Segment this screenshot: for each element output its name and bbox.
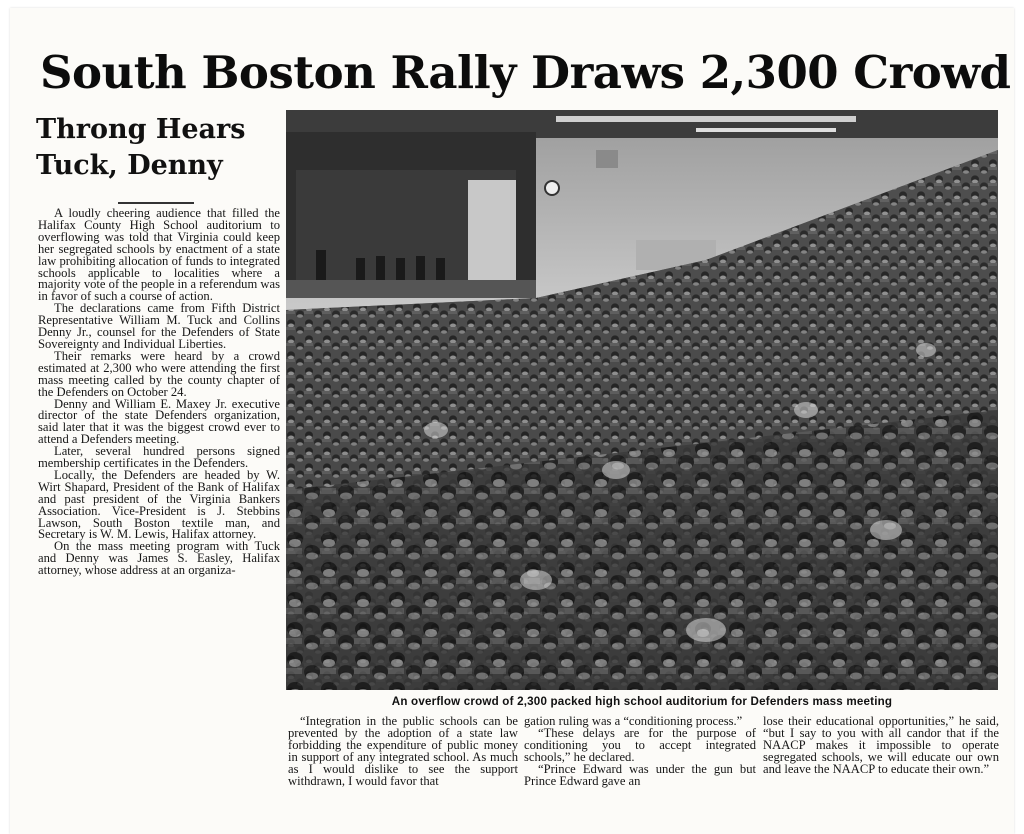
paragraph: Locally, the Defenders are headed by W. Wirt Shapard, President of the Bank of Halifax and past president of the Virginia Bankers Association. Vice-President is J. Stebbins Lawson, South Boston textile man, and Secretary is W. M. Lewis, Halifax attorney. [38,467,280,542]
crowd-photo-icon [286,110,998,690]
article-column-4 [763,716,999,832]
paragraph: “These delays are for the purpose of conditioning you to accept integrated schools,” he declared. [524,725,756,764]
article-column-3 [524,716,756,832]
article-column-1 [38,208,280,828]
subhead-divider [118,202,194,204]
subhead-line-2: Tuck, Denny [36,150,223,181]
paragraph: Their remarks were heard by a crowd estimated at 2,300 who were attending the first mass meeting called by the county chapter of the Defenders on October 24. [38,348,280,399]
paragraph: “Prince Edward was under the gun but Prince Edward gave an [524,761,756,788]
headline: South Boston Rally Draws 2,300 Crowd [40,46,1011,99]
paragraph: The declarations came from Fifth District Representative William M. Tuck and Collins Denny Jr., counsel for the Defenders of State Sovereignty and Individual Liberties. [38,301,280,351]
paragraph: “Integration in the public schools can be prevented by the adoption of a state law forbidding the expenditure of public money in support of any integrated school. As much as I would dislike to see the support withdrawn, I would favor that [288,716,518,788]
crowd-photo [286,110,998,690]
paragraph: Denny and William E. Maxey Jr. executive director of the state Defenders organization, said later that it was the biggest crowd ever to attend a Defenders meeting. [38,396,280,447]
paragraph: gation ruling was a “conditioning process.” [524,716,743,728]
subheadline [36,112,281,184]
paragraph: On the mass meeting program with Tuck and Denny was James S. Easley, Halifax attorney, whose address at an organiza- [38,539,280,578]
paragraph: A loudly cheering audience that filled the Halifax County High School auditorium to overflowing was told that Virginia could keep her segregated schools by enactment of a state law prohibiting allocation of funds to integrated schools applicable to localities where a majority vote of the people in a referendum was in favor of such a course of action. [38,208,280,304]
photo-caption: An overflow crowd of 2,300 packed high school auditorium for Defenders mass meeting [391,695,893,708]
paragraph: lose their educational opportunities,” he said, “but I say to you with all candor that if the NAACP makes it impossible to operate segregated schools, we will educate our own and leave the NAACP to educate their own.” [763,716,999,776]
paragraph: Later, several hundred persons signed membership certificates in the Defenders. [38,444,280,471]
article-column-2 [288,716,518,832]
newspaper-clipping [10,8,1014,834]
subhead-line-1: Throng Hears [36,114,246,145]
